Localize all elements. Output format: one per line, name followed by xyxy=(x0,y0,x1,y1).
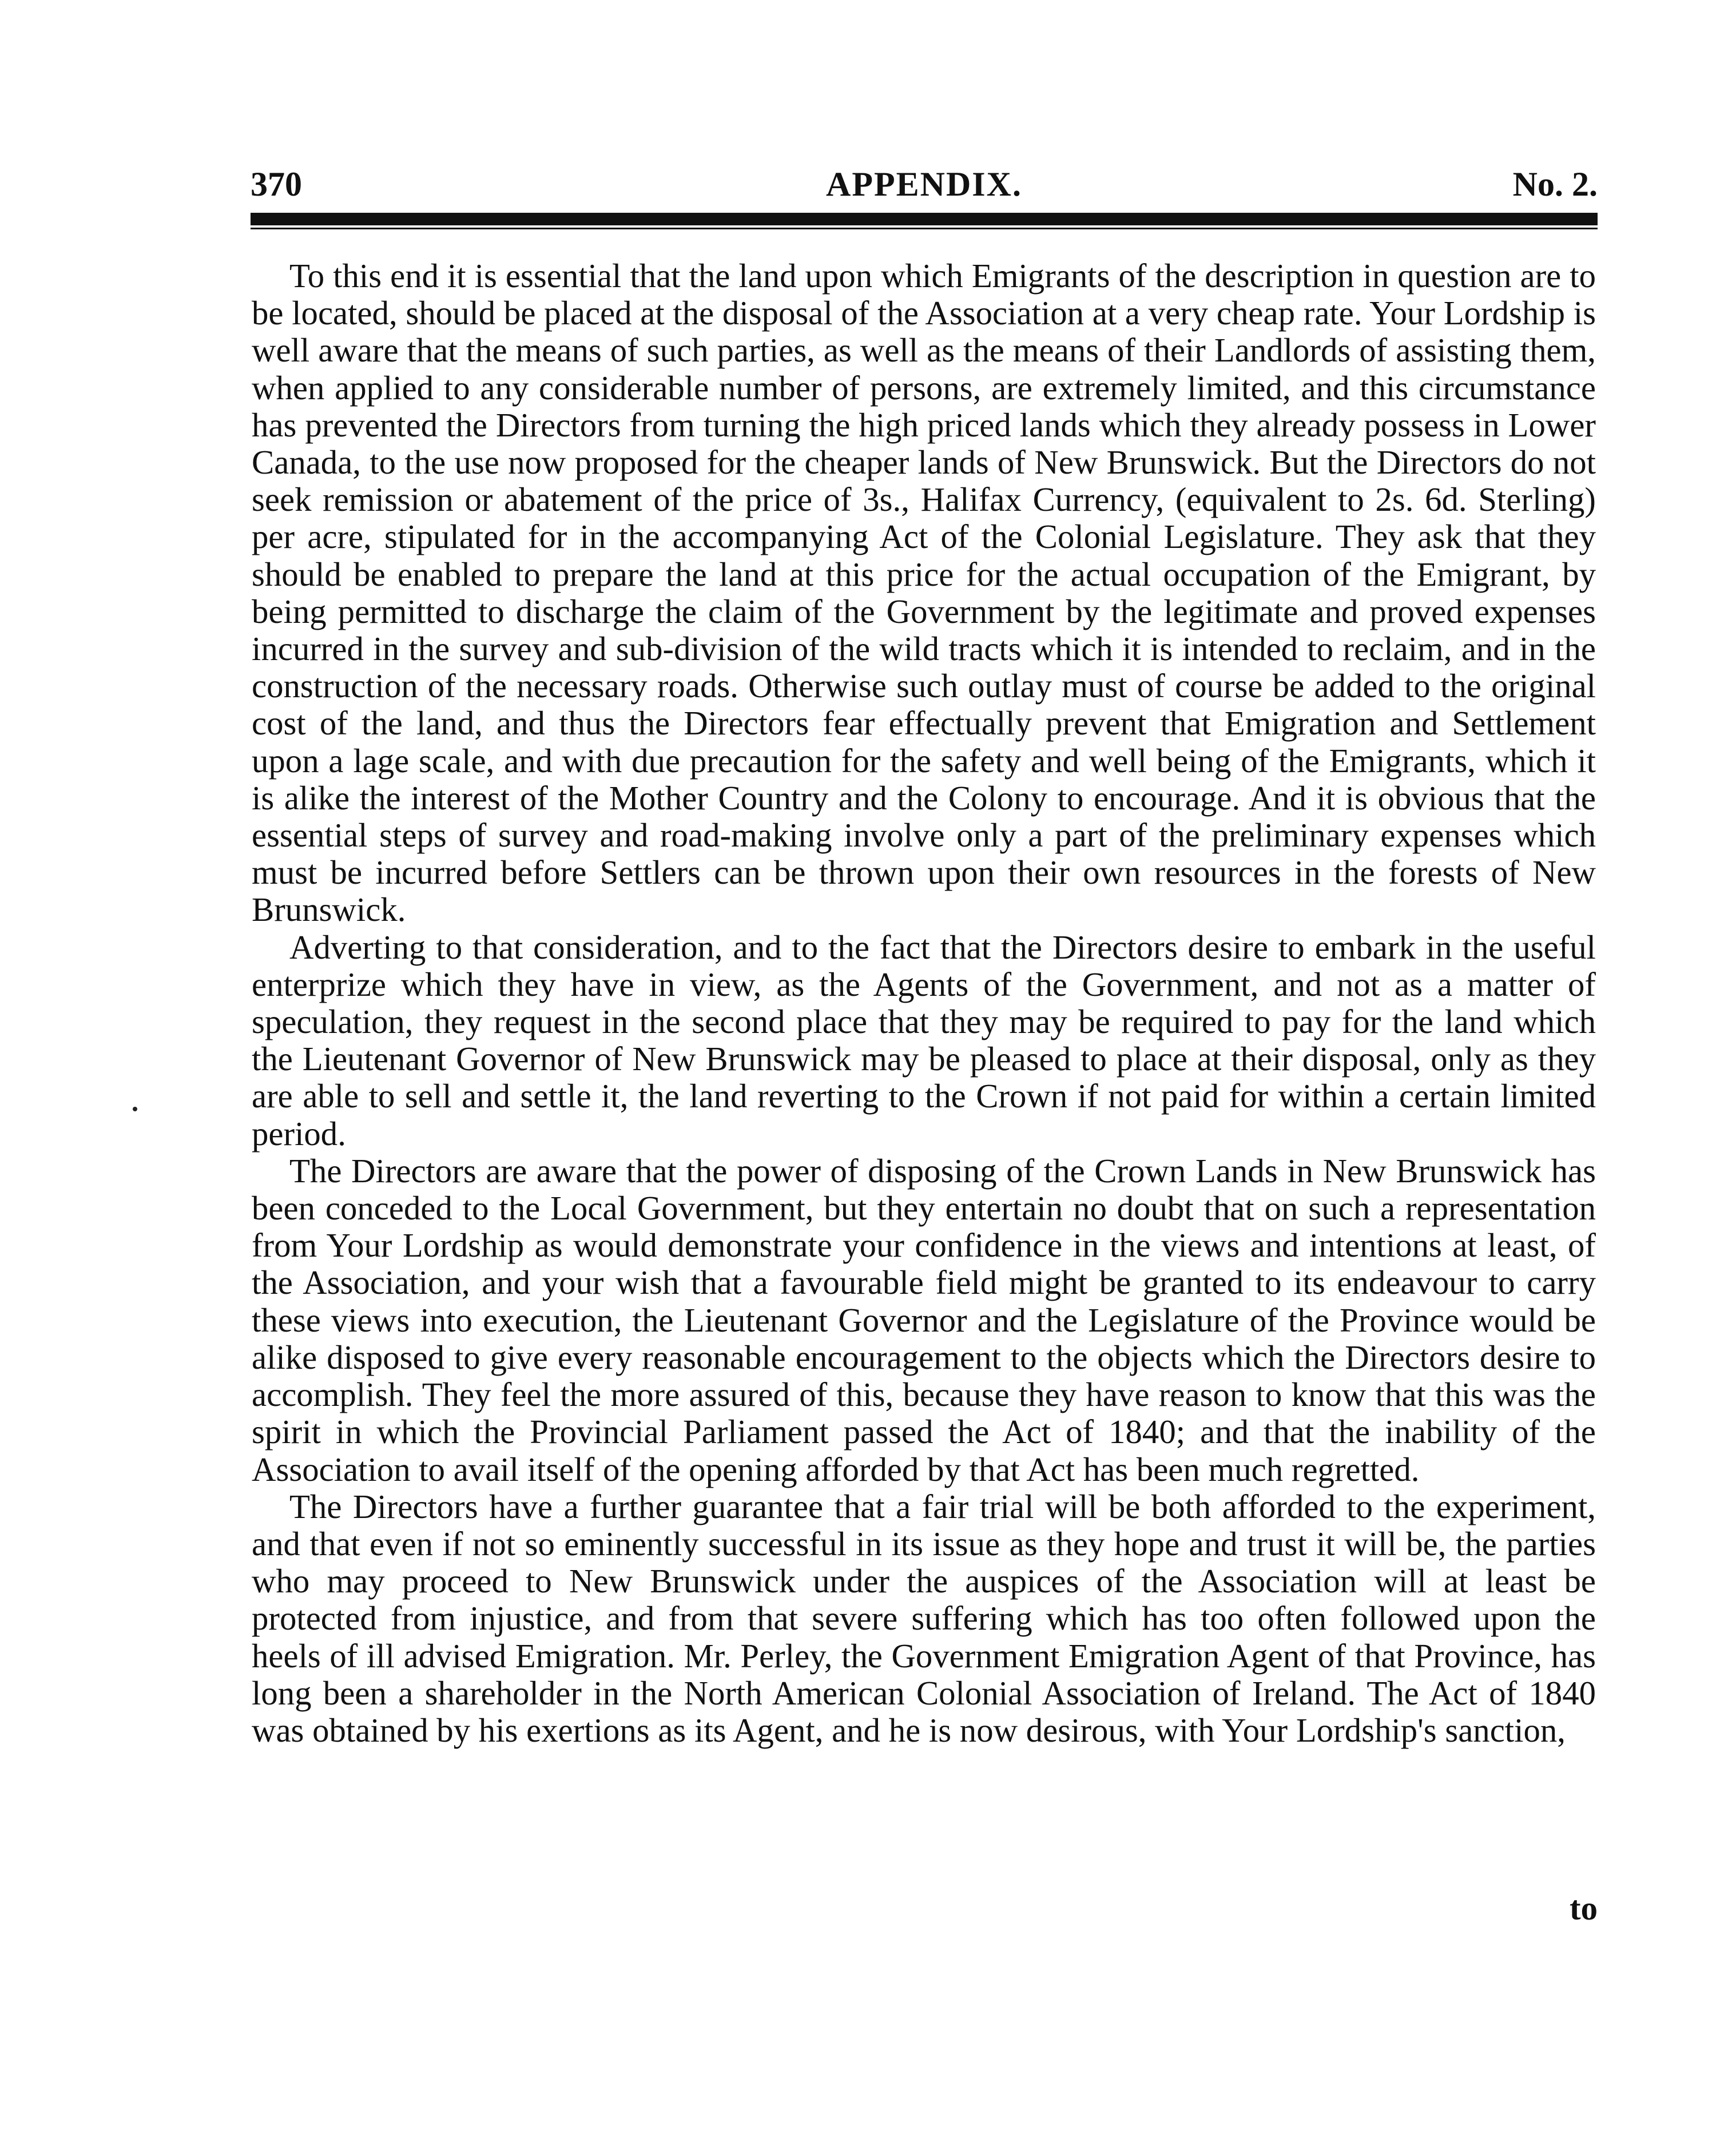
paragraph: Adverting to that consideration, and to the fact that the Directors desire to embark in the useful enterprize which they have in view, as the Agents of the Government, and not as a matter of speculation, they request in the second place that they may be required to pay for the land which the Lieutenant Governor of New Brunswick may be pleased to place at their disposal, only as they are able to sell and settle it, the land reverting to the Crown if not paid for within a certain limited period. xyxy=(252,928,1596,1153)
running-title: APPENDIX. xyxy=(826,165,1022,203)
paragraph: The Directors are aware that the power of disposing of the Crown Lands in New Brunswick has been conceded to the Local Government, but they entertain no doubt that on such a representation from Your Lordship as would demonstrate your confidence in the views and intentions at least, of the Association, and your wish that a favourable field might be granted to its endeavour to carry these views into execution, the Lieutenant Governor and the Legislature of the Province would be alike disposed to give every reasonable encouragement to the objects which the Directors desire to accomplish. They feel the more assured of this, because they have reason to know that this was the spirit in which the Provincial Parliament passed the Act of 1840; and that the inability of the Association to avail itself of the opening afforded by that Act has been much regretted. xyxy=(252,1152,1596,1488)
section-number: No. 2. xyxy=(1512,165,1598,203)
paragraph: To this end it is essential that the land upon which Emigrants of the description in question are to be located, should be placed at the disposal of the Association at a very cheap rate. Your Lordship is well aware that the means of such parties, as well as the means of their Landlords of assisting them, when applied to any considerable number of persons, are extremely limited, and this circumstance has prevented the Directors from turning the high priced lands which they already possess in Lower Canada, to the use now proposed for the cheaper lands of New Brunswick. But the Directors do not seek remission or abatement of the price of 3s., Halifax Currency, (equivalent to 2s. 6d. Sterling) per acre, stipulated for in the accompanying Act of the Colonial Legislature. They ask that they should be enabled to prepare the land at this price for the actual occupation of the Emigrant, by being permitted to discharge the claim of the Government by the legitimate and proved expenses incurred in the survey and sub-division of the wild tracts which it is intended to reclaim, and in the construction of the necessary roads. Otherwise such outlay must of course be added to the original cost of the land, and thus the Directors fear effectually prevent that Emigration and Settlement upon a lage scale, and with due precaution for the safety and well being of the Emigrants, which it is alike the interest of the Mother Country and the Colony to encourage. And it is obvious that the essential steps of survey and road-making involve only a part of the preliminary expenses which must be incurred before Settlers can be thrown upon their own resources in the forests of New Brunswick. xyxy=(252,257,1596,929)
paragraph: The Directors have a further guarantee that a fair trial will be both afforded to the experiment, and that even if not so eminently successful in its issue as they hope and trust it will be, the parties who may proceed to New Brunswick under the auspices of the Association will at least be protected from injustice, and from that severe suffering which has too often followed upon the heels of ill advised Emigration. Mr. Perley, the Government Emigration Agent of that Province, has long been a shareholder in the North American Colonial Association of Ireland. The Act of 1840 was obtained by his exertions as its Agent, and he is now desirous, with Your Lordship's sanction, xyxy=(252,1488,1596,1749)
page-number: 370 xyxy=(251,165,302,203)
page-header xyxy=(251,161,1598,207)
margin-mark xyxy=(133,1107,137,1111)
body-text xyxy=(252,257,1596,1749)
header-rule-thin xyxy=(251,228,1598,229)
catchword: to xyxy=(1570,1890,1598,1927)
header-rule xyxy=(251,213,1598,225)
